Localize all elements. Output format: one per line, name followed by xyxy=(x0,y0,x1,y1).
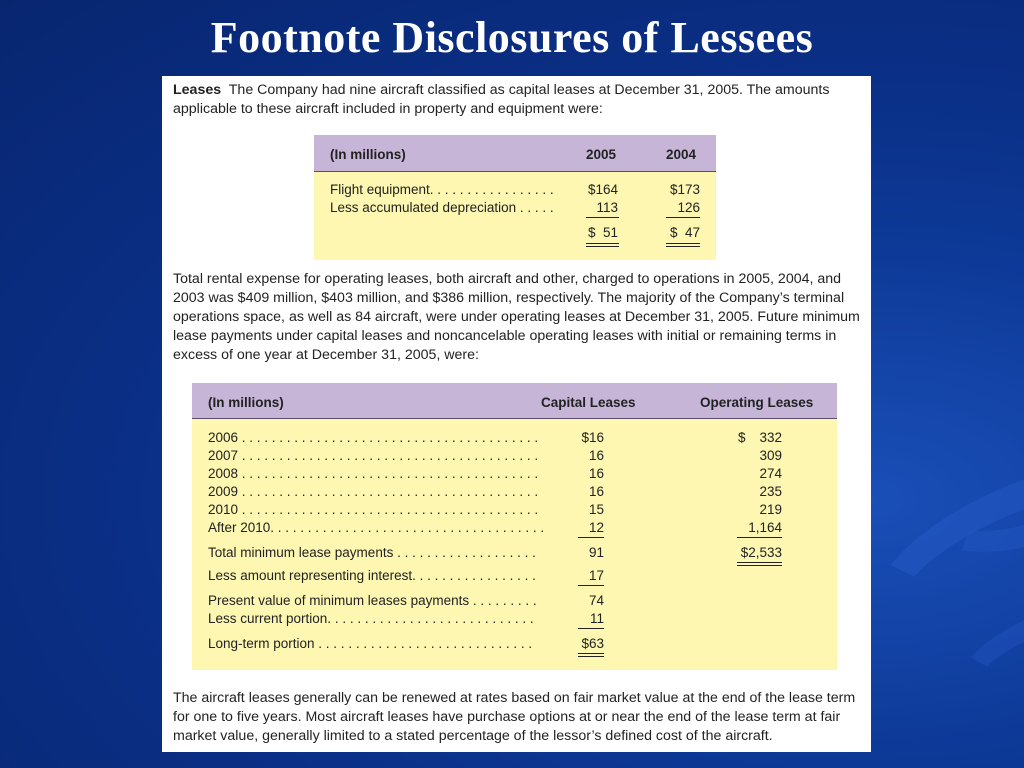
operating-value: 219 xyxy=(759,502,782,517)
operating-value: 274 xyxy=(759,466,782,481)
subtotal-rule xyxy=(578,628,604,629)
cell-2005: 113 xyxy=(596,200,618,215)
capital-value: 16 xyxy=(588,466,604,481)
row-label: 2009 . . . . . . . . . . . . . . . . . . . . . . . . . . . . . . . . . . . . . . . . xyxy=(208,484,539,499)
capital-value: 11 xyxy=(589,611,604,626)
header-operating-leases: Operating Leases xyxy=(700,395,814,410)
subtotal-rule xyxy=(578,537,604,538)
capital-value: $16 xyxy=(581,430,604,445)
row-label: Total minimum lease payments . . . . . . . . . . . . . . . . . . . xyxy=(208,545,536,560)
subtotal-rule xyxy=(578,585,604,586)
double-rule xyxy=(737,562,782,563)
capital-value: 16 xyxy=(588,448,604,463)
cell-2004: $173 xyxy=(669,182,700,197)
intro-text: The Company had nine aircraft classified as capital leases at December 31, 2005. The amounts applicable to these aircraft included in property and equipment were: xyxy=(173,82,830,117)
capital-value: 15 xyxy=(588,502,604,517)
table-row xyxy=(192,482,837,500)
row-label: Long-term portion . . . . . . . . . . . . . . . . . . . . . . . . . . . . . xyxy=(208,636,533,651)
row-label: Less current portion. . . . . . . . . . . . . . . . . . . . . . . . . . . . xyxy=(208,611,534,626)
double-rule xyxy=(666,243,700,244)
row-label: 2006 . . . . . . . . . . . . . . . . . . . . . . . . . . . . . . . . . . . . . . . . xyxy=(208,430,539,445)
cell-2004: 126 xyxy=(677,200,700,215)
header-label: (In millions) xyxy=(330,147,406,162)
header-2004: 2004 xyxy=(666,147,697,162)
future-lease-payments-table xyxy=(192,383,837,670)
operating-dollar-sign: $ xyxy=(738,430,746,445)
table-row xyxy=(192,591,837,609)
table-row xyxy=(192,609,837,627)
table-row xyxy=(192,464,837,482)
table-header xyxy=(314,135,716,172)
table-row xyxy=(192,566,837,584)
operating-value: $2,533 xyxy=(740,545,782,560)
double-rule xyxy=(578,653,604,654)
operating-value: 309 xyxy=(759,448,782,463)
total-2005: $ 51 xyxy=(587,225,618,240)
table-row xyxy=(192,446,837,464)
header-label: (In millions) xyxy=(208,395,284,410)
intro-lead: Leases xyxy=(173,82,222,98)
operating-value: 235 xyxy=(759,484,782,499)
capital-value: 16 xyxy=(588,484,604,499)
slide-title: Footnote Disclosures of Lessees xyxy=(210,13,814,62)
renewal-terms-paragraph: The aircraft leases generally can be renewed at rates based on fair market value at the end of the lease term for one to five years. Most aircraft leases have purchase options at or near the end of the lease term at fair market value, generally limited to a stated percentage of the lessor’s defined cost of the aircraft. xyxy=(173,690,856,744)
double-rule xyxy=(586,243,619,244)
operating-value: 1,164 xyxy=(748,520,782,535)
table-row xyxy=(192,634,837,652)
row-label: Less accumulated depreciation . . . . . xyxy=(330,200,554,215)
row-label: 2008 . . . . . . . . . . . . . . . . . . . . . . . . . . . . . . . . . . . . . . . . xyxy=(208,466,539,481)
subtotal-rule xyxy=(586,217,619,218)
table-row xyxy=(192,428,837,446)
total-2004: $ 47 xyxy=(669,225,700,240)
operating-value: 332 xyxy=(759,430,782,445)
capital-value: 91 xyxy=(588,545,604,560)
capital-value: 12 xyxy=(588,520,604,535)
intro-paragraph xyxy=(173,81,863,119)
double-rule xyxy=(578,656,604,657)
row-label: After 2010. . . . . . . . . . . . . . . . . . . . . . . . . . . . . . . . . . . . . xyxy=(208,520,545,535)
capital-value: $63 xyxy=(581,636,604,651)
table-row xyxy=(192,500,837,518)
row-label: Present value of minimum leases payments . . . . . . . . . xyxy=(208,593,537,608)
header-2005: 2005 xyxy=(586,147,617,162)
rental-expense-paragraph: Total rental expense for operating leases, both aircraft and other, charged to operations in 2005, 2004, and 2003 was $409 million, $403 million, and $386 million, respectively. The majority of the Company’s terminal operations space, as well as 84 aircraft, were under operating leases at December 31, 2005. Future minimum lease payments under capital leases and noncancelable operating leases with initial or remaining terms in excess of one year at December 31, 2005, were: xyxy=(173,271,860,363)
cell-2005: $164 xyxy=(587,182,618,197)
capital-value: 17 xyxy=(588,568,604,583)
header-capital-leases: Capital Leases xyxy=(541,395,636,410)
row-label: Flight equipment. . . . . . . . . . . . . . . . . xyxy=(330,182,554,197)
row-label: 2007 . . . . . . . . . . . . . . . . . . . . . . . . . . . . . . . . . . . . . . . . xyxy=(208,448,539,463)
capital-value: 74 xyxy=(588,593,604,608)
double-rule xyxy=(586,246,619,247)
table-row xyxy=(192,543,837,561)
table-header xyxy=(192,383,837,419)
footnote-panel xyxy=(162,76,871,752)
row-label: Less amount representing interest. . . . . . . . . . . . . . . . . xyxy=(208,568,536,583)
double-rule xyxy=(666,246,700,247)
subtotal-rule xyxy=(737,537,782,538)
capital-lease-property-table xyxy=(314,135,716,260)
table-row xyxy=(192,518,837,536)
row-label: 2010 . . . . . . . . . . . . . . . . . . . . . . . . . . . . . . . . . . . . . . . . xyxy=(208,502,539,517)
subtotal-rule xyxy=(666,217,700,218)
